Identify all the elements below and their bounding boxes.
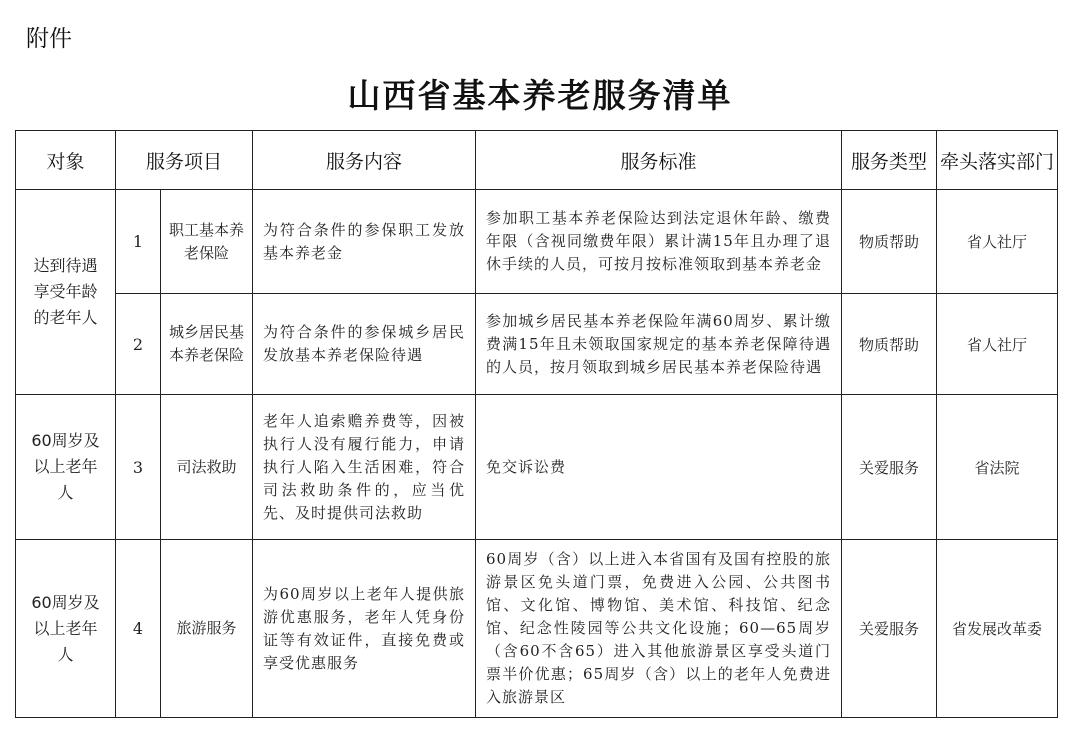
type-cell: 关爱服务 <box>842 395 937 540</box>
header-department: 牵头落实部门 <box>937 131 1058 190</box>
department-cell: 省人社厅 <box>937 190 1058 294</box>
row-number: 3 <box>116 395 161 540</box>
content-cell: 为符合条件的参保城乡居民发放基本养老保险待遇 <box>253 294 476 395</box>
header-type: 服务类型 <box>842 131 937 190</box>
object-cell: 60周岁及以上老年人 <box>16 540 116 718</box>
project-cell: 司法救助 <box>161 395 253 540</box>
type-cell: 关爱服务 <box>842 540 937 718</box>
table-row <box>16 190 1058 294</box>
department-cell: 省人社厅 <box>937 294 1058 395</box>
object-cell: 60周岁及以上老年人 <box>16 395 116 540</box>
standard-cell: 参加城乡居民基本养老保险年满60周岁、累计缴费满15年且未领取国家规定的基本养老保障待遇的人员，按月领取到城乡居民基本养老保险待遇 <box>476 294 842 395</box>
header-standard: 服务标准 <box>476 131 842 190</box>
type-cell: 物质帮助 <box>842 294 937 395</box>
row-number: 4 <box>116 540 161 718</box>
project-cell: 城乡居民基本养老保险 <box>161 294 253 395</box>
row-number: 1 <box>116 190 161 294</box>
type-cell: 物质帮助 <box>842 190 937 294</box>
standard-cell: 免交诉讼费 <box>476 395 842 540</box>
standard-cell: 参加职工基本养老保险达到法定退休年龄、缴费年限（含视同缴费年限）累计满15年且办理了退休手续的人员，可按月按标准领取到基本养老金 <box>476 190 842 294</box>
project-cell: 职工基本养老保险 <box>161 190 253 294</box>
department-cell: 省法院 <box>937 395 1058 540</box>
header-project: 服务项目 <box>116 131 253 190</box>
table-header-row <box>16 131 1058 190</box>
attachment-label: 附件 <box>26 26 72 52</box>
department-cell: 省发展改革委 <box>937 540 1058 718</box>
standard-cell: 60周岁（含）以上进入本省国有及国有控股的旅游景区免头道门票，免费进入公园、公共图书馆、文化馆、博物馆、美术馆、科技馆、纪念馆、纪念性陵园等公共文化设施；60—65周岁（含60不含65）进入其他旅游景区享受头道门票半价优惠；65周岁（含）以上的老年人免费进入旅游景区 <box>476 540 842 718</box>
page-title: 山西省基本养老服务清单 <box>347 76 733 115</box>
table-row <box>16 395 1058 540</box>
content-cell: 为符合条件的参保职工发放基本养老金 <box>253 190 476 294</box>
header-object: 对象 <box>16 131 116 190</box>
table-row <box>16 540 1058 718</box>
header-content: 服务内容 <box>253 131 476 190</box>
content-cell: 为60周岁以上老年人提供旅游优惠服务，老年人凭身份证等有效证件，直接免费或享受优惠服务 <box>253 540 476 718</box>
object-cell: 达到待遇享受年龄的老年人 <box>16 190 116 395</box>
content-cell: 老年人追索赡养费等，因被执行人没有履行能力，申请执行人陷入生活困难，符合司法救助条件的，应当优先、及时提供司法救助 <box>253 395 476 540</box>
table-row <box>16 294 1058 395</box>
service-list-table <box>15 130 1058 718</box>
row-number: 2 <box>116 294 161 395</box>
project-cell: 旅游服务 <box>161 540 253 718</box>
